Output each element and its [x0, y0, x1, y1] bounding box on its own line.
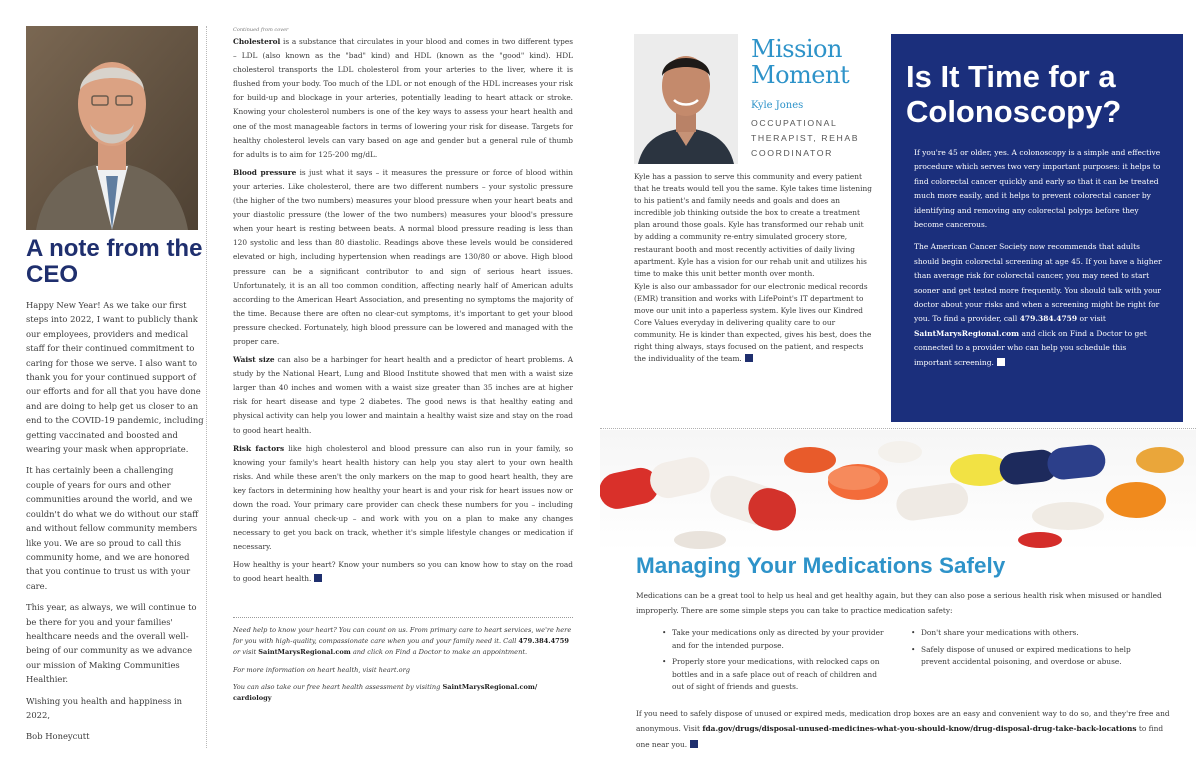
- term-blood-pressure: Blood pressure: [233, 167, 297, 177]
- heart-paragraph: [233, 558, 573, 586]
- heart-paragraph: [233, 442, 573, 555]
- ceo-paragraph: Wishing you health and happiness in 2022,: [26, 695, 183, 720]
- heart-article-body: [233, 35, 573, 591]
- heart-paragraph-text: like high cholesterol and blood pressure can also run in your family, so knowing your family's heart health history can help you stay alert to your own health risks. And while these aren't the only markers on the map to good heart health, they are key factors in determining how healthy your heart is and your risk for heart issues now or down the road. Your primary care provider can check these numbers for you – including during your annual check-up – and work with you on a plan to make any changes necessary to get you back on track, whether it's simple lifestyle changes or medication if necessary.: [233, 443, 573, 552]
- heart-paragraph-text: is just what it says – it measures the pressure or force of blood within your arteries. Like cholesterol, there are two different numbers – your systolic pressure (the higher of the two numbers) measures your blood pressure when your heart beats and your diastolic pressure (the lower of the two numbers) measures your blood's pressure when your heart is resting between beats. A normal blood pressure reading is less than 120 systolic and less than 80 diastolic. Readings above these levels would be considered elevated or high, including hypertension when readings are 130/80 or above. High blood pressure can be a significant contributor to and sign of serious heart issues. Unfortunately, it is an all too common condition, affecting nearly half of American adults according to the American Heart Association, and presenting no symptoms the majority of the time. Because there are often no clear-cut symptoms, it's important to get your blood pressure checked. Fortunately, high blood pressure can be lowered and managed with the proper care.: [233, 167, 573, 346]
- promo-text: or visit: [233, 648, 259, 657]
- medication-tips-right: [909, 627, 1139, 673]
- heart-paragraph: [233, 166, 573, 349]
- mission-body: [634, 171, 872, 367]
- promo-text: and click on Find a Doctor to make an appointment.: [350, 648, 528, 657]
- medications-title: Managing Your Medications Safely: [636, 553, 1006, 578]
- promo-line-1: [233, 625, 573, 659]
- ceo-paragraph: This year, as always, we will continue to be there for you and your families' healthcare needs and the overall well-being of our community as we advance our mission of Making Communities Healthier.: [26, 602, 197, 685]
- section-divider: [600, 428, 1196, 429]
- mission-moment-title: Mission Moment: [751, 35, 850, 89]
- end-of-article-icon: [745, 354, 753, 362]
- promo-phone: 479.384.4759: [518, 637, 569, 646]
- ceo-portrait-photo: [26, 26, 198, 230]
- end-of-article-icon: [997, 358, 1005, 366]
- medication-tip: • Safely dispose of unused or expired medications to help prevent accidental poisoning, and overdose or abuse.: [909, 644, 1139, 669]
- heart-paragraph: [233, 353, 573, 438]
- promo-site-link[interactable]: SaintMarysRegional.com: [258, 648, 351, 657]
- heart-paragraph-text: can also be a harbinger for heart health and a predictor of heart problems. A study by the National Heart, Lung and Blood Institute showed that men with a waist size larger than 40 inches and women with a waist size greater than 35 inches are at higher risk for heart disease and type 2 diabetes. The good news is that healthy eating and physical activity can help you lower and maintain a healthy waist size and stay on the road to good heart health.: [233, 355, 574, 435]
- ceo-note-body: [26, 298, 204, 751]
- outro-text: to find one near you.: [636, 724, 1164, 749]
- term-risk-factors: Risk factors: [233, 443, 285, 453]
- colonoscopy-text: or visit: [1077, 314, 1106, 324]
- colonoscopy-site-link[interactable]: SaintMarysRegional.com: [914, 328, 1020, 338]
- term-waist-size: Waist size: [233, 355, 275, 365]
- employee-role: OCCUPATIONAL THERAPIST, REHAB COORDINATOR: [751, 118, 860, 158]
- heart-closing-text: How healthy is your heart? Know your numbers so you can know how to stay on the road to good heart health.: [233, 560, 573, 584]
- cardiology-link[interactable]: SaintMarysRegional.com/ cardiology: [233, 682, 538, 703]
- ceo-signature: Bob Honeycutt: [26, 731, 90, 742]
- kyle-portrait-photo: [634, 34, 738, 164]
- colonoscopy-text: and click on Find a Doctor to get connected to a provider who can help you schedule this important screening.: [914, 328, 1147, 367]
- ceo-paragraph: It has certainly been a challenging couple of years for ours and other communities around the world, and we couldn't do what we do without our staff and without fellow community members like you. We are so proud to call this community home, and we are honored that you continue to trust us with your care.: [26, 465, 199, 591]
- fda-disposal-link[interactable]: fda.gov/drugs/disposal-unused-medicines-what-you-should-know/drug-disposal-drug-take-back-locations: [702, 724, 1137, 734]
- heart-paragraph-text: is a substance that circulates in your blood and comes in two different types – LDL (also known as the "bad" kind) and HDL (known as the "good" kind). HDL cholesterol transports the LDL cholesterol from your arteries to the liver, where it is flushed from your body. Too much of the LDL or not enough of the HDL increases your risk for build-up and blockage in your arteries, potentially leading to heart attack or stroke. Knowing your cholesterol numbers is one of the key ways to assess your heart health and one of the most manageable factors in terms of lowering your risk for disease. Targets for healthy cholesterol levels can vary based on age and gender but a general rule of thumb for adults is to aim for 125-200 mg/dL.: [233, 37, 573, 159]
- column-divider: [206, 26, 207, 748]
- colonoscopy-phone: 479.384.4759: [1019, 314, 1078, 324]
- medications-outro: [636, 706, 1172, 752]
- promo-divider: [233, 617, 573, 618]
- end-of-article-icon: [690, 740, 698, 748]
- mission-paragraph: [634, 281, 872, 366]
- promo-line-3: [233, 682, 573, 704]
- employee-name: Kyle Jones: [751, 100, 804, 111]
- mission-paragraph: Kyle has a passion to serve this community and every patient that he treats would tell you the same. Kyle takes time listening to his patient's and family needs and goals and does an incredible job thinking outside the box to create a treatment plan around those goals. Kyle has transformed our rehab unit by adding a community re-entry simulated grocery store, restaurant booth and most recently activities of daily living apartment. Kyle has a vision for our rehab unit and utilizes his time to make this unit better month over month.: [634, 172, 872, 278]
- colonoscopy-paragraph: [914, 240, 1164, 370]
- medication-tips-left: [660, 627, 890, 698]
- medication-tip: • Don't share your medications with others.: [909, 627, 1139, 640]
- heart-promo-box: [233, 625, 573, 710]
- medication-tip: • Properly store your medications, with relocked caps on bottles and in a safe place out of reach of children and out of sight of friends and guests.: [660, 656, 890, 694]
- term-cholesterol: Cholesterol: [233, 37, 281, 46]
- mission-paragraph-text: Kyle is also our ambassador for our electronic medical records (EMR) transition and works with LifePoint's IT department to move our unit into a paperless system. Kyle lives our Kindred Core Values everyday in delivering quality care to our community. He is kinder than expected, gives his best, does the right thing always, stays focused on the patient, and respects the individuality of the team.: [634, 281, 872, 364]
- promo-text: You can also take our free heart health assessment by visiting: [233, 682, 443, 691]
- outro-text: If you need to safely dispose of unused or expired meds, medication drop boxes are an easy and convenient way to do so, and they're free and anonymous. Visit: [636, 709, 1170, 734]
- colonoscopy-title: Is It Time for a Colonoscopy?: [906, 59, 1122, 129]
- colonoscopy-paragraph: If you're 45 or older, yes. A colonoscopy is a simple and effective procedure which serves two very important purposes: it helps to find colorectal cancer quickly and early so that it can be treated much more easily, and it helps to prevent colorectal cancer by identifying and removing any colorectal polyps before they become cancerous.: [914, 148, 1161, 230]
- ceo-paragraph: Happy New Year! As we take our first steps into 2022, I want to publicly thank our employees, providers and medical staff for their continued commitment to caring for those we serve. I also want to thank you for your continued support of our efforts and for all that you have done and are doing to help get us closer to an end to the COVID-19 pandemic, including getting vaccinated and boosted and wearing your mask when appropriate.: [26, 300, 204, 455]
- colonoscopy-body: [914, 146, 1164, 378]
- end-of-article-icon: [314, 574, 322, 582]
- medication-tip: • Take your medications only as directed by your provider and for the intended purpose.: [660, 627, 890, 652]
- colonoscopy-text: The American Cancer Society now recommends that adults should begin colorectal screening at age 45. If you have a higher than average risk for colorectal cancer, you may need to start sooner and get tested more frequently. You should talk with your doctor about your risks and when a screening might be right for you. To find a provider, call: [914, 242, 1162, 324]
- promo-text: Need help to know your heart? You can count on us. From primary care to heart services, we're here for you with high-quality, compassionate care when you and your family need it. Call: [233, 626, 572, 646]
- ceo-note-heading: A note from the CEO: [26, 235, 203, 288]
- continued-label: Continued from cover: [233, 27, 289, 33]
- promo-line-2: For more information on heart health, visit heart.org: [233, 665, 410, 674]
- pills-photo: [600, 430, 1196, 552]
- medications-intro: Medications can be a great tool to help us heal and get healthy again, but they can also pose a serious health risk when misused or handled improperly. There are some simple steps you can take to practice medication safety:: [636, 591, 1162, 615]
- heart-paragraph: [233, 35, 573, 162]
